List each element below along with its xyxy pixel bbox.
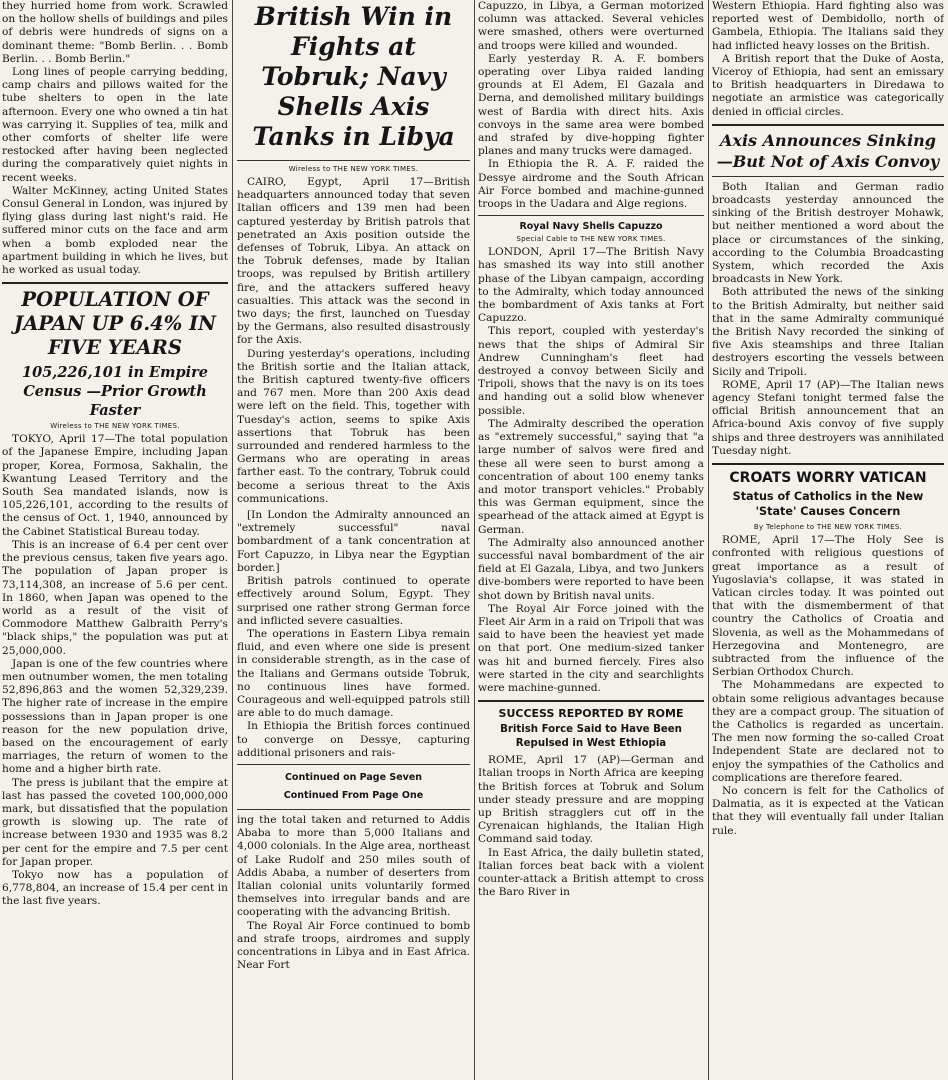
article-paragraph: The Royal Air Force joined with the Fleet Air Arm in a raid on Tripoli that was said to have been the heaviest yet made on that port. One medium-sized tanker was hit and burned fiercely. Fires also were started in the city and searchlights were machine-gunned.: [478, 602, 704, 694]
section-divider: [478, 700, 704, 702]
article-paragraph: Long lines of people carrying bedding, camp chairs and pillows waited for the tube shelters to open in the late afternoon. Every one who owned a tin hat was carrying it. Supplies of tea, milk and other comforts of shelter life were restocked after having been neglected during the comparatively quiet nights in recent weeks.: [2, 66, 228, 184]
article-paragraph: No concern is felt for the Catholics of Dalmatia, as it is expected at the Vatican that they will eventually fall under Italian rule.: [712, 784, 944, 837]
jump-divider: [237, 764, 470, 765]
column-2: [237, 0, 470, 1080]
article-paragraph: The Admiralty also announced another successful naval bombardment of the air field at El Gazala, Libya, and two Junkers dive-bombers were reported to have been shot down by British naval units.: [478, 536, 704, 602]
article-paragraph: Japan is one of the few countries where men outnumber women, the men totaling 52,896,863 and the women 52,329,239. The higher rate of increase in the empire possessions than in Japan proper is one reason for the new population drive, based on the encouragement of early marriages, the return of women to the home and a higher birth rate.: [2, 657, 228, 776]
croats-headline: CROATS WORRY VATICAN: [729, 470, 927, 487]
axis-headline: Axis Announces Sinking —But Not of Axis Convoy: [716, 130, 940, 171]
article-paragraph: CAIRO, Egypt, April 17—British headquarters announced today that seven Italian officers and 139 men had been captured yesterday by British patrols that penetrated an Axis position outside the defenses of Tobruk, Libya. An attack on the Tobruk defenses, made by Italian troops, was repulsed by British artillery fire, and the attackers suffered heavy casualties. This attack was the second in two days; the first, launched on Tuesday by the Germans, also resulted disastrously for the Axis.: [237, 176, 470, 347]
article-paragraph: This report, coupled with yesterday's news that the ships of Admiral Sir Andrew Cunningham's fleet had destroyed a convoy between Sicily and Tripoli, shows that the navy is on its toes and handing out a solid blow whenever possible.: [478, 325, 704, 417]
article-paragraph: A British report that the Duke of Aosta, Viceroy of Ethiopia, had sent an emissary to British headquarters in Diredawa to negotiate an armistice was categorically denied in official circles.: [712, 52, 944, 118]
section-divider: [2, 282, 228, 284]
article-paragraph: The operations in Eastern Libya remain fluid, and even where one side is present in considerable strength, as in the case of the Italians and Germans outside Tobruk, no continuous lines have formed. Courageous and well-equipped patrols still are able to do much damage.: [237, 627, 470, 720]
column-rule: [232, 0, 233, 1080]
article-paragraph: The Mohammedans are expected to obtain some religious advantages because they are a compact group. The situation of the Catholics is regarded as uncertain. The men now forming the so-called Croat Independent State are declared not to enjoy the sympathies of the Catholics and complications are therefore feared.: [712, 679, 944, 784]
article-paragraph: ROME, April 17—The Holy See is confronted with religious questions of great importance as a result of Yugoslavia's collapse, it was stated in Vatican circles today. It was pointed out that with the dismemberment of that country the Catholics of Croatia and Slovenia, as well as the Mohammedans of Herzegovina and Montenegro, are subtracted from the influence of the Serbian Orthodox Church.: [712, 534, 944, 679]
jump-divider: [237, 809, 470, 810]
continued-on-label[interactable]: Continued on Page Seven: [284, 771, 423, 783]
section-divider: [712, 463, 944, 465]
article-paragraph: ing the total taken and returned to Addis Ababa to more than 5,000 Italians and 4,000 colonials. In the Alge area, northeast of Lake Rudolf and 250 miles south of Addis Ababa, a number of deserters from Italian colonial units voluntarily formed themselves into irregular bands and are cooperating with the advancing British.: [237, 813, 470, 919]
article-paragraph: TOKYO, April 17—The total population of the Japanese Empire, including Japan proper, Korea, Formosa, Sakhalin, the Kwantung Leased Territory and the South Sea mandated islands, now is 105,226,101, according to the results of the census of Oct. 1, 1940, announced by the Cabinet Statistical Bureau today.: [2, 433, 228, 538]
column-4: [712, 0, 944, 1080]
headline-divider: [237, 160, 470, 161]
article-paragraph: The press is jubilant that the empire at last has passed the coveted 100,000,000 mark, but dissatisfied that the population growth is slowing up. The rate of increase between 1930 and 1935 was 8.2 per cent for the empire and 7.5 per cent for Japan proper.: [2, 776, 228, 868]
dateline: Wireless to THE NEW YORK TIMES.: [288, 165, 419, 173]
article-paragraph: [In London the Admiralty announced an "extremely successful" naval bombardment of a tank concentration at Fort Capuzzo, in Libya near the Egyptian border.]: [237, 509, 470, 574]
article-paragraph: During yesterday's operations, including the British sortie and the Italian attack, the British captured twenty-five officers and 767 men. More than 200 Axis dead were left on the field. This, together with Tuesday's action, seems to spike Axis assertions that Tobruk has been surrounded and rendered harmless to the Germans who are operating in areas farther east. To the contrary, Tobruk could become a serious threat to the Axis communications.: [237, 347, 470, 505]
article-paragraph: British patrols continued to operate effectively around Solum, Egypt. They surprised one rather strong German force and inflicted severe casualties.: [237, 575, 470, 627]
success-headline: SUCCESS REPORTED BY ROME: [498, 707, 684, 721]
article-paragraph: ROME, April 17 (AP)—German and Italian troops in North Africa are keeping the British forces at Tobruk and Solum under steady pressure and are mopping up British stragglers cut off in the Cyrenaican highlands, the Italian High Command said today.: [478, 754, 704, 846]
article-paragraph: LONDON, April 17—The British Navy has smashed its way into still another phase of the Libyan campaign, according to the Admiralty, which today announced the bombardment of Axis tanks at Fort Capuzzo.: [478, 246, 704, 325]
article-paragraph: they hurried home from work. Scrawled on the hollow shells of buildings and piles of debris were hundreds of signs on a dominant theme: "Bomb Berlin. . . Bomb Berlin. . . Bomb Berlin.": [2, 0, 228, 65]
japan-headline: POPULATION OF JAPAN UP 6.4% IN FIVE YEARS: [14, 288, 216, 360]
article-paragraph: ROME, April 17 (AP)—The Italian news agency Stefani tonight termed false the official British announcement that an Africa-bound Axis convoy of five supply ships and three destroyers was annihilated Tuesday night.: [712, 378, 944, 457]
column-rule: [708, 0, 709, 1080]
main-headline: British Win in Fights at Tobruk; Navy Shells Axis Tanks in Libya: [252, 2, 455, 151]
column-3: [478, 0, 704, 1080]
article-paragraph: Capuzzo, in Libya, a German motorized column was attacked. Several vehicles were smashed, others were overturned and troops were killed and wounded.: [478, 0, 704, 52]
article-paragraph: The Royal Air Force continued to bomb and strafe troops, airdromes and supply concentrations in Libya and in East Africa. Near Fort: [237, 919, 470, 972]
article-paragraph: The Admiralty described the operation as "extremely successful," saying that "a large number of salvos were fired and these all were seen to burst among a concentration of about 100 enemy tanks and motor transport vehicles." Probably this was German equipment, since the spearhead of the attack aimed at Egypt is German.: [478, 417, 704, 536]
croats-subheadline: Status of Catholics in the New 'State' Causes Concern: [732, 490, 924, 519]
column-rule: [474, 0, 475, 1080]
article-paragraph: Walter McKinney, acting United States Consul General in London, was injured by flying glass during last night's raid. He suffered minor cuts on the face and arm when a bomb exploded near the apartment building in which he lives, but he worked as usual today.: [2, 184, 228, 277]
article-paragraph: Early yesterday R. A. F. bombers operating over Libya raided landing grounds at El Adem, El Gazala and Derna, and demolished military buildings west of Bardia with direct hits. Axis convoys in the same area were bombed and strafed by dive-hopping fighter planes and many trucks were damaged.: [478, 52, 704, 158]
section-divider: [712, 124, 944, 126]
japan-subheadline: 105,226,101 in Empire Census —Prior Growth Faster: [22, 364, 208, 420]
article-paragraph: Western Ethiopia. Hard fighting also was reported west of Dembidollo, north of Gambela, Ethiopia. The Italians said they had inflicted heavy losses on the British.: [712, 0, 944, 52]
dateline: Wireless to THE NEW YORK TIMES.: [50, 422, 180, 431]
article-paragraph: Tokyo now has a population of 6,778,804, an increase of 15.4 per cent in the last five years.: [2, 868, 228, 908]
article-paragraph: This is an increase of 6.4 per cent over the previous census, taken five years ago. The population of Japan proper is 73,114,308, an increase of 5.6 per cent. In 1860, when Japan was opened to the world as a result of the visit of Commodore Matthew Galbraith Perry's "black ships," the population was put at 25,000,000.: [2, 538, 228, 657]
dateline: By Telephone to THE NEW YORK TIMES.: [753, 523, 903, 532]
navy-subheadline: Royal Navy Shells Capuzzo: [519, 221, 663, 233]
article-paragraph: In East Africa, the daily bulletin stated, Italian forces beat back with a violent counter-attack a British attempt to cross the Baro River in: [478, 846, 704, 899]
article-paragraph: Both attributed the news of the sinking to the British Admiralty, but neither said that in the same Admiralty communiqué the British Navy recorded the sinking of five Axis steamships and three Italian destroyers escorting the vessels between Sicily and Tripoli.: [712, 286, 944, 378]
column-1: [2, 0, 228, 1080]
dateline: Special Cable to THE NEW YORK TIMES.: [516, 235, 666, 244]
success-subheadline: British Force Said to Have Been Repulsed in West Ethiopia: [500, 724, 682, 750]
section-divider: [478, 215, 704, 216]
article-paragraph: In Ethiopia the R. A. F. raided the Dessye airdrome and the South African Air Force bombed and machine-gunned troops in the Uadara and Alge regions.: [478, 158, 704, 211]
continued-from-label[interactable]: Continued From Page One: [283, 789, 424, 801]
headline-divider: [712, 176, 944, 177]
article-paragraph: In Ethiopia the British forces continued to converge on Dessye, capturing additional prisoners and rais-: [237, 720, 470, 759]
article-paragraph: Both Italian and German radio broadcasts yesterday announced the sinking of the British destroyer Mohawk, but neither mentioned a word about the place or circumstances of the sinking, according to the Columbia Broadcasting System, which recorded the Axis broadcasts in New York.: [712, 180, 944, 286]
